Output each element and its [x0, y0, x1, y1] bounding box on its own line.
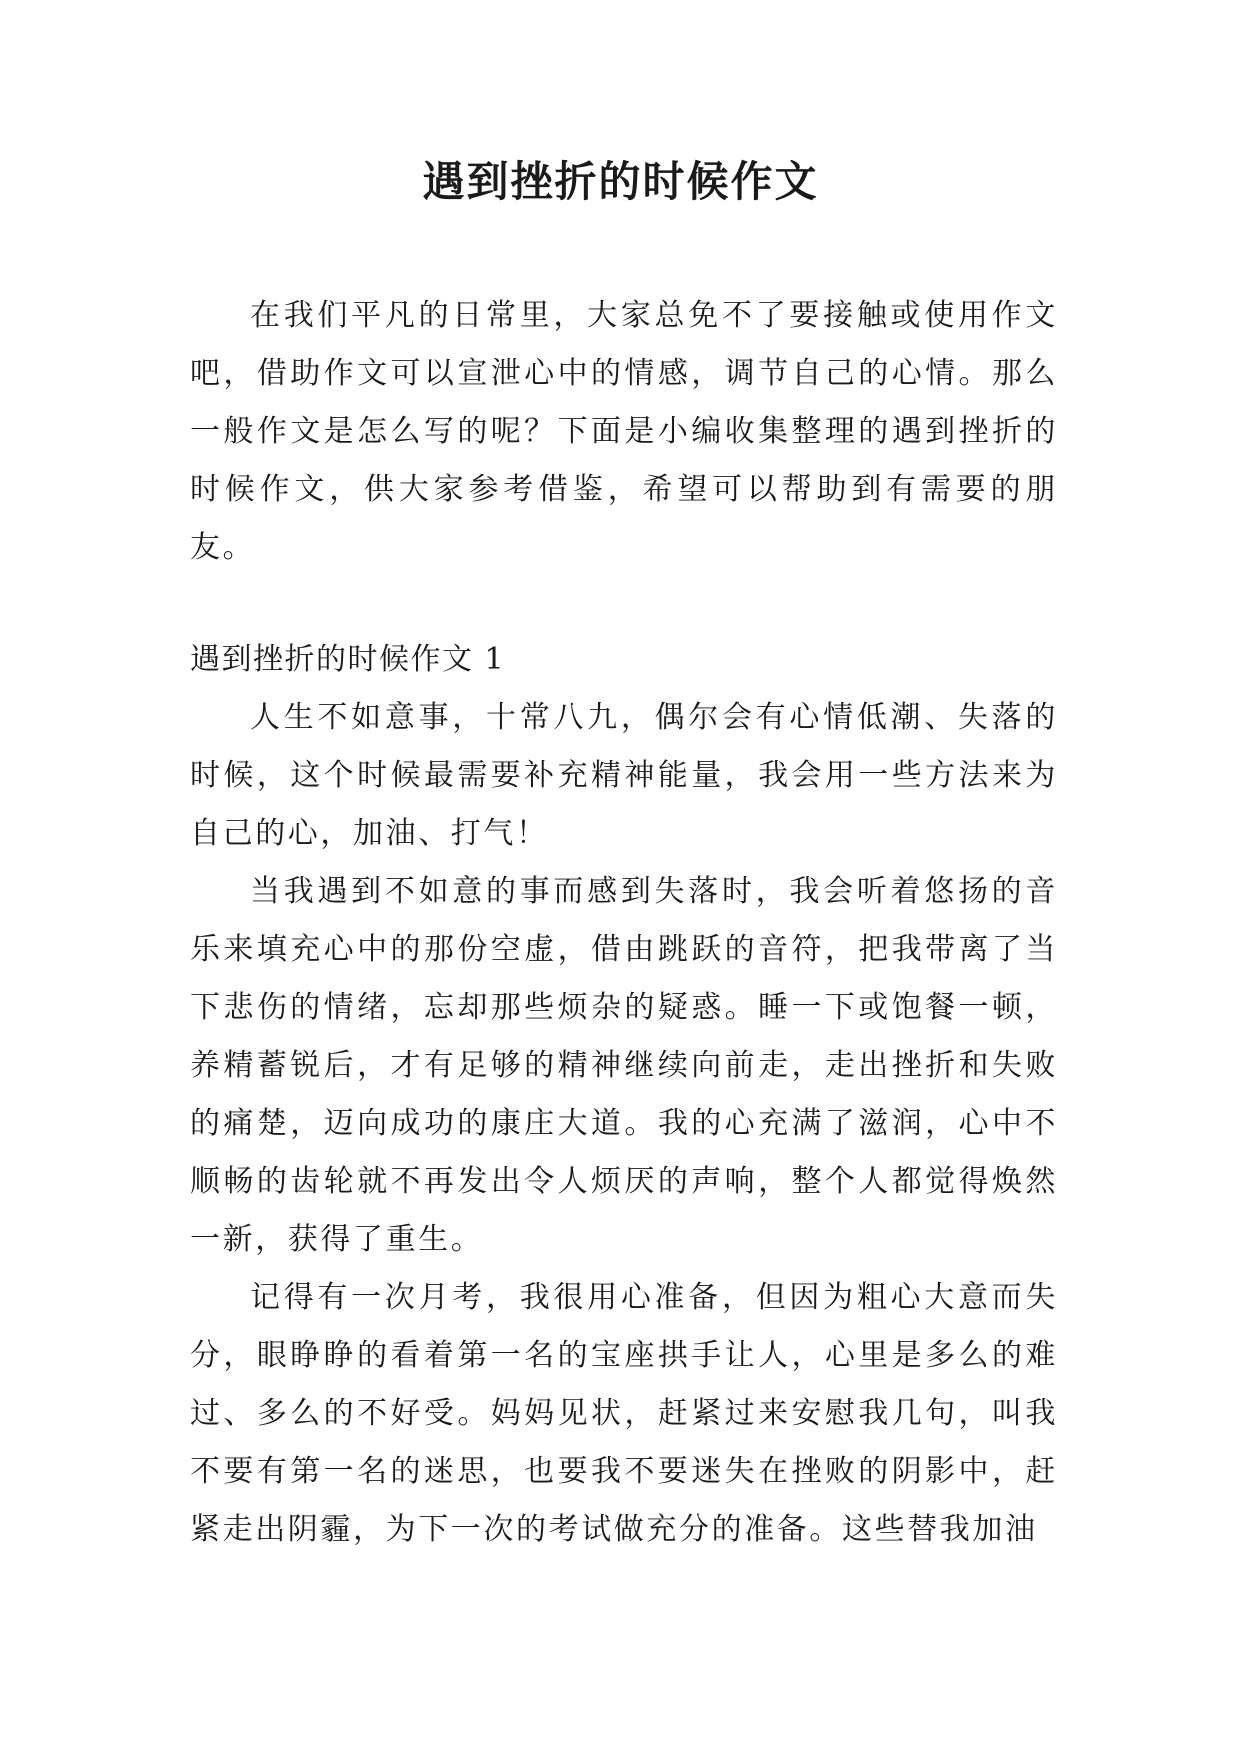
body-paragraph-3: 记得有一次月考，我很用心准备，但因为粗心大意而失分，眼睁睁的看着第一名的宝座拱手让人，心里是多么的难过、多么的不好受。妈妈见状，赶紧过来安慰我几句，叫我不要有第一名的迷思，也要我不要迷失在挫败的阴影中，赶紧走出阴霾，为下一次的考试做充分的准备。这些替我加油: [190, 1280, 1058, 1547]
document-title: 遇到挫折的时候作文: [422, 157, 819, 206]
section-heading: 遇到挫折的时候作文 1: [190, 642, 506, 677]
document-body: [190, 287, 1058, 1559]
body-paragraph-2: 当我遇到不如意的事而感到失落时，我会听着悠扬的音乐来填充心中的那份空虚，借由跳跃的音符，把我带离了当下悲伤的情绪，忘却那些烦杂的疑惑。睡一下或饱餐一顿，养精蓄锐后，才有足够的精神继续向前走，走出挫折和失败的痛楚，迈向成功的康庄大道。我的心充满了滋润，心中不顺畅的齿轮就不再发出令人烦厌的声响，整个人都觉得焕然一新，获得了重生。: [190, 874, 1058, 1257]
intro-paragraph: 在我们平凡的日常里，大家总免不了要接触或使用作文吧，借助作文可以宣泄心中的情感，调节自己的心情。那么一般作文是怎么写的呢？下面是小编收集整理的遇到挫折的时候作文，供大家参考借鉴，希望可以帮助到有需要的朋友。: [190, 298, 1058, 565]
body-paragraph-1: 人生不如意事，十常八九，偶尔会有心情低潮、失落的时候，这个时候最需要补充精神能量，我会用一些方法来为自己的心，加油、打气！: [190, 700, 1058, 851]
